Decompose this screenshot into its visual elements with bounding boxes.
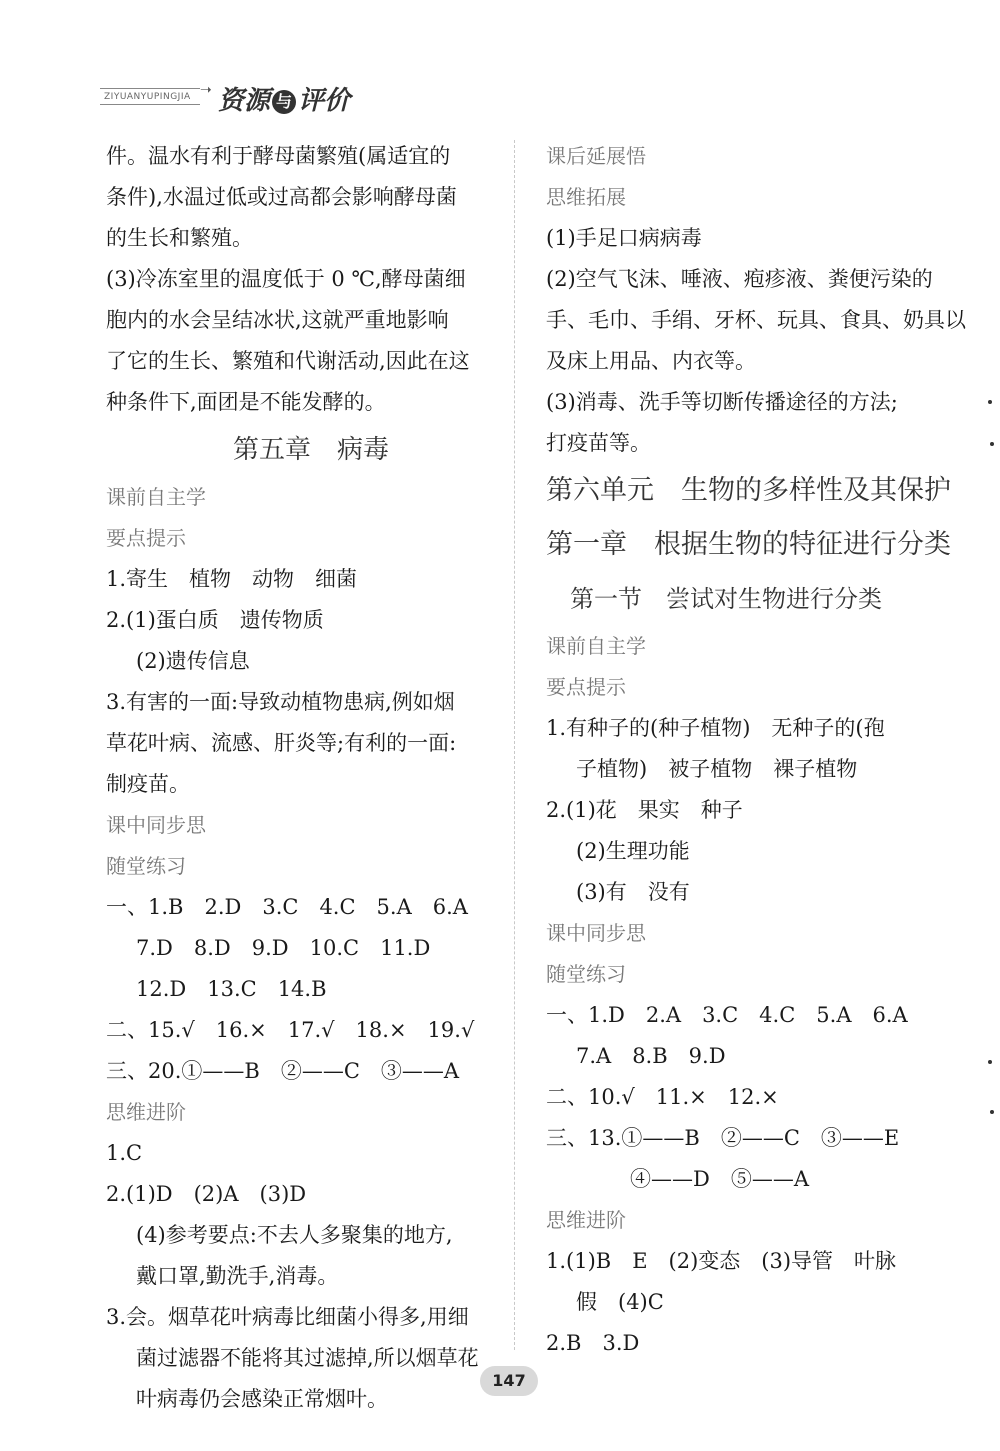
text-line: 胞内的水会呈结冰状,这就严重地影响 <box>106 308 449 332</box>
text-line: (4)参考要点:不去人多聚集的地方, <box>136 1223 453 1247</box>
text-line: 2.(1)蛋白质 遗传物质 <box>106 608 324 632</box>
text-line: 1.有种子的(种子植物) 无种子的(孢 <box>546 716 885 740</box>
text-line: 及床上用品、内衣等。 <box>546 349 756 373</box>
text-line: (2)生理功能 <box>576 839 690 863</box>
text-line: 7.A 8.B 9.D <box>576 1044 726 1068</box>
column-divider <box>514 140 515 1350</box>
text-line: 2.(1)花 果实 种子 <box>546 798 743 822</box>
text-line: 条件),水温过低或过高都会影响酵母菌 <box>106 185 457 209</box>
text-line: 12.D 13.C 14.B <box>136 977 327 1001</box>
section-label: 课后延展悟 <box>546 144 646 168</box>
text-line: 假 (4)C <box>576 1290 664 1314</box>
text-line: 的生长和繁殖。 <box>106 226 253 250</box>
chapter-title: 第五章 病毒 <box>232 435 389 465</box>
text-line: 7.D 8.D 9.D 10.C 11.D <box>136 936 431 960</box>
text-line: 3.有害的一面:导致动植物患病,例如烟 <box>106 690 455 714</box>
header-title-part: 资源 <box>218 86 271 116</box>
text-line: 3.会。烟草花叶病毒比细菌小得多,用细 <box>106 1305 469 1329</box>
left-column <box>106 136 486 1420</box>
text-line: 三、20.①——B ②——C ③——A <box>106 1059 460 1083</box>
text-line: 菌过滤器不能将其过滤掉,所以烟草花 <box>136 1346 479 1370</box>
header-title-amp: 与 <box>272 90 296 114</box>
text-line: 了它的生长、繁殖和代谢活动,因此在这 <box>106 349 470 373</box>
text-line: 一、1.D 2.A 3.C 4.C 5.A 6.A <box>546 1003 908 1027</box>
header-pinyin: ZIYUANYUPINGJIA <box>104 92 191 102</box>
section-label: 课中同步思 <box>106 813 206 837</box>
text-line: 2.B 3.D <box>546 1331 640 1355</box>
section-label: 思维拓展 <box>546 185 626 209</box>
margin-mark <box>988 1060 992 1064</box>
margin-mark <box>988 400 992 404</box>
text-line: (3)有 没有 <box>576 880 690 904</box>
right-column <box>546 136 966 1364</box>
page-number: 147 <box>480 1366 538 1396</box>
text-line: ④——D ⑤——A <box>546 1167 810 1191</box>
text-line: 戴口罩,勤洗手,消毒。 <box>136 1264 339 1288</box>
text-line: (2)遗传信息 <box>136 649 250 673</box>
text-line: (1)手足口病病毒 <box>546 226 702 250</box>
section-label: 思维进阶 <box>546 1208 626 1232</box>
header-title-part: 评价 <box>298 86 351 116</box>
text-line: (3)冷冻室里的温度低于 0 ℃,酵母菌细 <box>106 267 466 291</box>
text-line: 子植物) 被子植物 裸子植物 <box>576 757 858 781</box>
section-title: 第一节 尝试对生物进行分类 <box>570 585 882 613</box>
text-line: 手、毛巾、手绢、牙杯、玩具、食具、奶具以 <box>546 308 966 332</box>
unit-title: 第六单元 生物的多样性及其保护 <box>546 475 951 506</box>
text-line: 打疫苗等。 <box>546 431 651 455</box>
text-line: 三、13.①——B ②——C ③——E <box>546 1126 900 1150</box>
text-line: 1.C <box>106 1141 143 1165</box>
section-label: 课中同步思 <box>546 921 646 945</box>
section-label: 随堂练习 <box>106 854 186 878</box>
header-rule <box>100 104 200 105</box>
text-line: 叶病毒仍会感染正常烟叶。 <box>136 1387 388 1411</box>
margin-mark <box>990 1110 994 1114</box>
page-header <box>100 76 351 116</box>
header-rule <box>100 88 200 89</box>
text-line: (2)空气飞沫、唾液、疱疹液、粪便污染的 <box>546 267 933 291</box>
margin-mark <box>990 442 994 446</box>
header-arrow-icon: ➝ <box>200 82 212 98</box>
text-line: 一、1.B 2.D 3.C 4.C 5.A 6.A <box>106 895 468 919</box>
text-line: 草花叶病、流感、肝炎等;有利的一面: <box>106 731 457 755</box>
text-line: 二、10.√ 11.× 12.× <box>546 1085 779 1109</box>
section-label: 思维进阶 <box>106 1100 186 1124</box>
text-line: 件。温水有利于酵母菌繁殖(属适宜的 <box>106 144 451 168</box>
text-line: 1.寄生 植物 动物 细菌 <box>106 567 358 591</box>
header-title <box>218 80 350 117</box>
section-label: 随堂练习 <box>546 962 626 986</box>
section-label: 要点提示 <box>106 526 186 550</box>
unit-title: 第一章 根据生物的特征进行分类 <box>546 529 951 560</box>
text-line: 1.(1)B E (2)变态 (3)导管 叶脉 <box>546 1249 897 1273</box>
text-line: 二、15.√ 16.× 17.√ 18.× 19.√ <box>106 1018 475 1042</box>
text-line: 2.(1)D (2)A (3)D <box>106 1182 307 1206</box>
text-line: 种条件下,面团是不能发酵的。 <box>106 390 386 414</box>
section-label: 课前自主学 <box>546 634 646 658</box>
text-line: 制疫苗。 <box>106 772 190 796</box>
section-label: 课前自主学 <box>106 485 206 509</box>
section-label: 要点提示 <box>546 675 626 699</box>
text-line: (3)消毒、洗手等切断传播途径的方法; <box>546 390 898 414</box>
